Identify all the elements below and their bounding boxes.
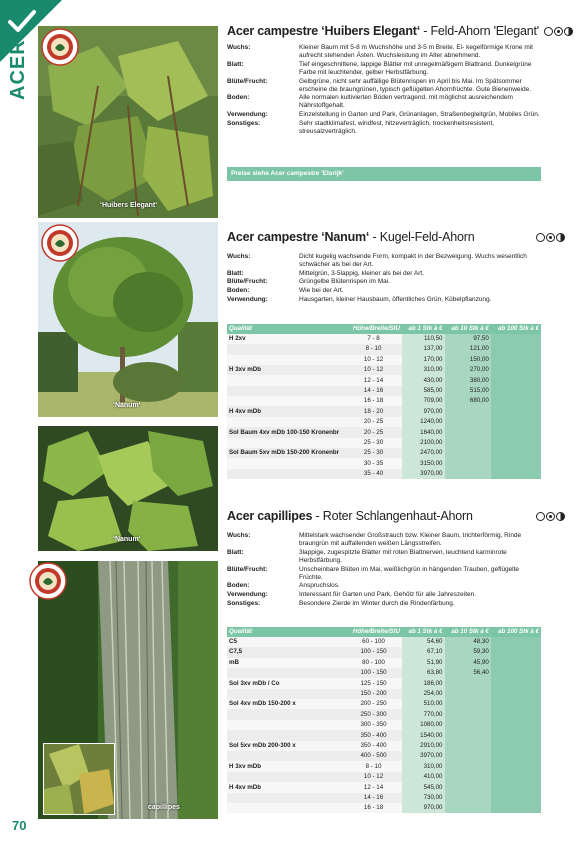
table-cell <box>445 699 491 709</box>
table-cell: 380,00 <box>445 375 491 385</box>
table-row <box>227 803 541 813</box>
table-cell: 270,00 <box>445 365 491 375</box>
photo-caption: ‘Nanum‘ <box>113 536 141 543</box>
sun-dot-icon <box>546 233 555 242</box>
table-cell <box>227 417 345 427</box>
table-cell: 20 - 25 <box>345 427 402 437</box>
leaf-photo-graphic <box>44 744 114 814</box>
table-cell: 56,40 <box>445 668 491 678</box>
property-value: Interessant für Garten und Park, Gehölz für alle Jahreszeiten. <box>299 590 477 598</box>
table-row <box>227 427 541 437</box>
table-cell: 1080,00 <box>402 720 444 730</box>
table-cell <box>227 689 345 699</box>
table-cell: 3970,00 <box>402 751 444 761</box>
column-header: ab 10 Stk à € <box>445 627 491 637</box>
table-row <box>227 793 541 803</box>
table-cell: 8 - 10 <box>345 344 402 354</box>
table-cell: 14 - 16 <box>345 386 402 396</box>
photo-caption: ‘Nanum‘ <box>113 402 141 409</box>
table-cell: 410,00 <box>402 772 444 782</box>
property-row <box>227 296 542 304</box>
table-cell: 35 - 40 <box>345 469 402 479</box>
table-row <box>227 406 541 416</box>
table-cell <box>491 365 541 375</box>
table-cell <box>491 386 541 396</box>
column-header: ab 1 Stk à € <box>402 324 444 334</box>
table-cell: 60 - 100 <box>345 637 402 647</box>
table-row <box>227 741 541 751</box>
table-cell: 170,00 <box>402 355 444 365</box>
table-cell: 59,30 <box>445 647 491 657</box>
half-shade-icon <box>556 512 565 521</box>
table-cell <box>227 344 345 354</box>
table-row <box>227 782 541 792</box>
table-cell: 730,00 <box>402 793 444 803</box>
table-cell <box>491 782 541 792</box>
table-row <box>227 365 541 375</box>
table-cell <box>227 751 345 761</box>
table-cell: 310,00 <box>402 761 444 771</box>
plant-name: Acer campestre ‘Huibers Elegant‘ <box>227 24 420 38</box>
property-value: Unscheinbare Blüten im Mai, weißlichgrün in hängenden Trauben, geflügelte Früchte. <box>299 565 520 581</box>
table-cell: 7 - 8 <box>345 334 402 344</box>
plant-name: Acer campestre ‘Nanum‘ <box>227 230 370 244</box>
table-row <box>227 668 541 678</box>
property-label: Sonstiges: <box>227 119 261 127</box>
table-cell <box>445 720 491 730</box>
column-header: ab 100 Stk à € <box>491 324 541 334</box>
property-label: Wuchs: <box>227 253 251 260</box>
plant-common-name: - Feld-Ahorn 'Elegant' <box>419 24 539 38</box>
table-cell: 80 - 100 <box>345 658 402 668</box>
table-cell: 1640,00 <box>402 427 444 437</box>
table-cell <box>491 469 541 479</box>
table-row <box>227 761 541 771</box>
table-cell: 48,30 <box>445 637 491 647</box>
property-row <box>227 591 542 599</box>
table-cell <box>491 668 541 678</box>
site-symbols <box>536 233 565 242</box>
sun-icon <box>544 27 553 36</box>
property-value: Einzelstellung in Garten und Park, Grünanlagen, Straßenbegleitgrün, Mobiles Grün. <box>299 111 540 118</box>
table-cell <box>491 730 541 740</box>
table-cell <box>227 803 345 813</box>
table-cell <box>491 458 541 468</box>
nursery-badge-icon <box>41 28 79 66</box>
table-row <box>227 334 541 344</box>
table-cell <box>445 469 491 479</box>
table-cell: 585,00 <box>402 386 444 396</box>
table-cell <box>445 772 491 782</box>
column-header: ab 100 Stk à € <box>491 627 541 637</box>
table-cell: 300 - 350 <box>345 720 402 730</box>
site-symbols <box>544 27 573 36</box>
price-table-nanum <box>227 324 541 479</box>
table-cell: Sol 4xv mDb 150-200 x <box>227 699 345 709</box>
photo-nanum-leaves <box>38 426 218 551</box>
table-cell: 970,00 <box>402 803 444 813</box>
table-cell <box>491 689 541 699</box>
table-cell <box>491 396 541 406</box>
table-cell <box>491 427 541 437</box>
table-cell: 16 - 18 <box>345 803 402 813</box>
property-value: Mittelgrün, 3-5lappig, kleiner als bei der Art. <box>299 269 425 277</box>
property-label: Blatt: <box>227 548 244 556</box>
property-value: Grüngelbe Blütenrispen im Mai. <box>299 278 391 286</box>
property-row <box>227 94 542 110</box>
table-cell <box>227 396 345 406</box>
table-cell: mB <box>227 658 345 668</box>
property-value: 3lappige, zugespitzte Blätter mit roten Blattnerven, leuchtend karminrote Herbstfärbung. <box>299 548 507 564</box>
table-cell: 545,00 <box>402 782 444 792</box>
column-header: Qualität <box>227 627 345 637</box>
table-cell <box>491 637 541 647</box>
table-cell <box>227 375 345 385</box>
entry-title-huibers-elegant <box>227 24 573 40</box>
table-cell <box>227 438 345 448</box>
table-cell: 14 - 16 <box>345 793 402 803</box>
table-header-row <box>227 627 541 637</box>
table-cell: 3150,00 <box>402 458 444 468</box>
table-row <box>227 344 541 354</box>
table-cell: 30 - 35 <box>345 458 402 468</box>
table-cell <box>227 720 345 730</box>
table-cell <box>491 344 541 354</box>
photo-caption: capillipes <box>148 804 180 811</box>
table-cell: 100 - 150 <box>345 668 402 678</box>
table-cell <box>227 386 345 396</box>
table-row <box>227 417 541 427</box>
property-row <box>227 253 542 269</box>
table-cell: 54,60 <box>402 637 444 647</box>
table-row <box>227 678 541 688</box>
table-cell: H 4xv mDb <box>227 782 345 792</box>
property-value: Gelbgrüne, nicht sehr auffällige Blütenrispen im April bis Mai. Im Spätsommer erscheine die braungrünen, typisch geflügelten Ahornfrüchte. Gute Bienenweide. <box>299 77 531 93</box>
table-cell: 51,90 <box>402 658 444 668</box>
photo-caption: ‘Huibers Elegant‘ <box>100 202 158 209</box>
table-cell <box>491 406 541 416</box>
table-cell <box>491 751 541 761</box>
table-cell: Sol 5xv mDb 200-300 x <box>227 741 345 751</box>
column-header: ab 1 Stk à € <box>402 627 444 637</box>
property-label: Verwendung: <box>227 590 268 598</box>
entry-title-nanum <box>227 230 565 246</box>
table-cell <box>445 761 491 771</box>
table-row <box>227 448 541 458</box>
table-row <box>227 396 541 406</box>
table-cell <box>445 709 491 719</box>
nursery-badge-icon <box>29 562 67 600</box>
site-symbols <box>536 512 565 521</box>
table-cell: 125 - 150 <box>345 678 402 688</box>
table-cell: 510,00 <box>402 699 444 709</box>
half-shade-icon <box>556 233 565 242</box>
table-cell <box>445 782 491 792</box>
table-cell: Sol Baum 5xv mDb 150-200 Kronenbr <box>227 448 345 458</box>
table-cell: 20 - 25 <box>345 417 402 427</box>
table-cell: 3970,00 <box>402 469 444 479</box>
table-cell <box>227 772 345 782</box>
property-row <box>227 549 542 565</box>
property-row <box>227 600 542 608</box>
property-label: Boden: <box>227 287 250 294</box>
table-cell <box>445 741 491 751</box>
table-cell <box>491 793 541 803</box>
table-cell <box>491 417 541 427</box>
property-label: Blatt: <box>227 269 244 277</box>
table-row <box>227 375 541 385</box>
property-label: Blüte/Frucht: <box>227 77 268 85</box>
table-cell: 45,90 <box>445 658 491 668</box>
table-cell: 770,00 <box>402 709 444 719</box>
table-cell <box>491 761 541 771</box>
table-cell <box>491 720 541 730</box>
table-cell <box>445 730 491 740</box>
table-row <box>227 751 541 761</box>
plant-name: Acer capillipes <box>227 509 313 523</box>
property-label: Blüte/Frucht: <box>227 565 268 573</box>
table-row <box>227 730 541 740</box>
property-value: Anspruchslos. <box>299 582 340 590</box>
table-cell: 121,00 <box>445 344 491 354</box>
table-cell <box>445 458 491 468</box>
property-row <box>227 44 542 60</box>
table-header-row <box>227 324 541 334</box>
table-row <box>227 386 541 396</box>
table-cell: 67,10 <box>402 647 444 657</box>
property-value: Alle normalen kultivierten Böden vertragend, mit möglichst ausreichendem Nährstoffgehalt. <box>299 94 513 110</box>
column-header: ab 10 Stk à € <box>445 324 491 334</box>
table-row <box>227 709 541 719</box>
table-cell: 97,50 <box>445 334 491 344</box>
table-cell <box>491 803 541 813</box>
property-row <box>227 582 542 590</box>
table-cell: 150,00 <box>445 355 491 365</box>
table-row <box>227 772 541 782</box>
table-row <box>227 438 541 448</box>
plant-common-name: - Kugel-Feld-Ahorn <box>369 230 475 244</box>
plant-common-name: - Roter Schlangenhaut-Ahorn <box>312 509 473 523</box>
table-cell: 200 - 250 <box>345 699 402 709</box>
inset-leaf-photo <box>43 743 115 815</box>
property-row <box>227 111 542 119</box>
table-cell: 16 - 18 <box>345 396 402 406</box>
table-cell <box>491 741 541 751</box>
table-cell: 100 - 150 <box>345 647 402 657</box>
property-value: Mittelstark wachsender Großstrauch bzw. Kleiner Baum, trichterförmig, Rinde braungrün mit auffallenden weißen Längsstreifen. <box>299 532 522 548</box>
property-label: Verwendung: <box>227 295 268 303</box>
table-cell: 2470,00 <box>402 448 444 458</box>
property-value: Tief eingeschnittene, lappige Blätter mit unregelmäßigem Blattrand. Dunkelgrüne Farbe mit leuchtender, gelber Herbstfärbung. <box>299 60 532 76</box>
table-cell <box>491 334 541 344</box>
property-value: Dicht kugelig wachsende Form, kompakt in der Bezweigung. Wuchs wesentlich schwächer als bei der Art. <box>299 253 527 269</box>
property-row <box>227 566 542 582</box>
table-row <box>227 637 541 647</box>
table-cell <box>491 709 541 719</box>
table-cell <box>445 803 491 813</box>
table-cell: 680,00 <box>445 396 491 406</box>
table-cell: H 2xv <box>227 334 345 344</box>
table-cell: 137,00 <box>402 344 444 354</box>
nursery-badge-icon <box>41 224 79 262</box>
table-row <box>227 720 541 730</box>
table-cell: 970,00 <box>402 406 444 416</box>
property-label: Verwendung: <box>227 111 268 118</box>
property-value: Sehr stadtklimafest, windfest, hitzeverträglich, trockenheitsresistent, streusalzverträglich. <box>299 119 495 135</box>
sun-dot-icon <box>546 512 555 521</box>
column-header: Qualität <box>227 324 345 334</box>
property-row <box>227 270 542 278</box>
price-table-capillipes <box>227 627 541 813</box>
table-cell <box>491 647 541 657</box>
table-row <box>227 469 541 479</box>
property-label: Boden: <box>227 582 250 590</box>
table-row <box>227 658 541 668</box>
table-cell <box>491 772 541 782</box>
column-header: Höhe/Breite/StU <box>345 324 402 334</box>
column-header: Höhe/Breite/StU <box>345 627 402 637</box>
table-cell: 12 - 14 <box>345 375 402 385</box>
table-cell: Sol Baum 4xv mDb 100-150 Kronenbr <box>227 427 345 437</box>
table-cell <box>445 438 491 448</box>
half-shade-icon <box>564 27 573 36</box>
table-cell: 1240,00 <box>402 417 444 427</box>
table-cell: 10 - 12 <box>345 365 402 375</box>
property-row <box>227 120 542 136</box>
table-cell: 400 - 500 <box>345 751 402 761</box>
table-cell: 10 - 12 <box>345 772 402 782</box>
table-cell: Sol 3xv mDb / Co <box>227 678 345 688</box>
table-cell: 10 - 12 <box>345 355 402 365</box>
table-cell <box>491 699 541 709</box>
table-cell <box>491 375 541 385</box>
table-cell <box>491 438 541 448</box>
property-row <box>227 78 542 94</box>
table-cell <box>445 751 491 761</box>
leaf-photo-graphic <box>38 426 218 551</box>
property-value: Hausgarten, kleiner Hausbaum, öffentliches Grün, Kübelpflanzung. <box>299 295 492 303</box>
table-cell: 350 - 400 <box>345 730 402 740</box>
entry-properties <box>227 532 542 608</box>
table-cell: 1540,00 <box>402 730 444 740</box>
property-row <box>227 287 542 295</box>
table-cell: 709,00 <box>402 396 444 406</box>
property-label: Wuchs: <box>227 44 251 51</box>
table-cell <box>445 678 491 688</box>
entry-title-capillipes <box>227 509 565 525</box>
table-cell: C7,5 <box>227 647 345 657</box>
entry-properties <box>227 253 542 304</box>
table-cell <box>445 406 491 416</box>
table-cell <box>227 730 345 740</box>
table-cell: 186,00 <box>402 678 444 688</box>
table-cell: 63,80 <box>402 668 444 678</box>
table-cell <box>227 709 345 719</box>
table-cell: 254,00 <box>402 689 444 699</box>
table-cell: 2910,00 <box>402 741 444 751</box>
table-cell: 430,00 <box>402 375 444 385</box>
table-cell <box>227 355 345 365</box>
table-cell <box>227 469 345 479</box>
sun-icon <box>536 512 545 521</box>
table-cell: 310,00 <box>402 365 444 375</box>
table-cell <box>445 689 491 699</box>
table-cell <box>227 458 345 468</box>
property-row <box>227 61 542 77</box>
table-cell <box>227 668 345 678</box>
table-row <box>227 458 541 468</box>
table-row <box>227 699 541 709</box>
entry-properties <box>227 44 542 136</box>
section-label: ACER <box>7 39 29 100</box>
page-number: 70 <box>12 818 27 833</box>
table-cell: 110,50 <box>402 334 444 344</box>
property-label: Blatt: <box>227 60 244 68</box>
table-cell <box>491 658 541 668</box>
table-cell <box>445 448 491 458</box>
table-cell: 8 - 10 <box>345 761 402 771</box>
table-cell <box>491 678 541 688</box>
table-cell <box>491 355 541 365</box>
table-row <box>227 647 541 657</box>
table-cell: H 4xv mDb <box>227 406 345 416</box>
table-cell <box>445 793 491 803</box>
table-cell: H 3xv mDb <box>227 365 345 375</box>
table-cell <box>445 427 491 437</box>
table-cell: 12 - 14 <box>345 782 402 792</box>
table-cell: H 3xv mDb <box>227 761 345 771</box>
table-cell: 150 - 200 <box>345 689 402 699</box>
table-cell: 350 - 400 <box>345 741 402 751</box>
table-cell: 25 - 30 <box>345 438 402 448</box>
property-value: Wie bei der Art. <box>299 287 344 294</box>
table-cell: 25 - 30 <box>345 448 402 458</box>
property-value: Kleiner Baum mit 5-8 m Wuchshöhe und 3-5 m Breite. Ei- kegelförmige Krone mit aufrecht stehenden Ästen. Wuchsleistung im Alter abnehmend. <box>299 44 533 60</box>
price-reference-note: Preise siehe Acer campestre 'Elsrijk' <box>227 167 541 181</box>
sun-icon <box>536 233 545 242</box>
table-cell <box>445 417 491 427</box>
table-cell: 515,00 <box>445 386 491 396</box>
property-label: Wuchs: <box>227 532 251 539</box>
sun-dot-icon <box>554 27 563 36</box>
table-row <box>227 355 541 365</box>
table-row <box>227 689 541 699</box>
property-value: Besondere Zierde im Winter durch die Rindenfärbung. <box>299 599 455 607</box>
property-label: Boden: <box>227 94 250 102</box>
table-cell <box>491 448 541 458</box>
table-cell: C5 <box>227 637 345 647</box>
property-label: Sonstiges: <box>227 599 261 607</box>
property-row <box>227 532 542 548</box>
property-label: Blüte/Frucht: <box>227 278 268 286</box>
table-cell: 2100,00 <box>402 438 444 448</box>
table-cell <box>227 793 345 803</box>
table-cell: 250 - 300 <box>345 709 402 719</box>
table-cell: 18 - 20 <box>345 406 402 416</box>
property-row <box>227 278 542 286</box>
